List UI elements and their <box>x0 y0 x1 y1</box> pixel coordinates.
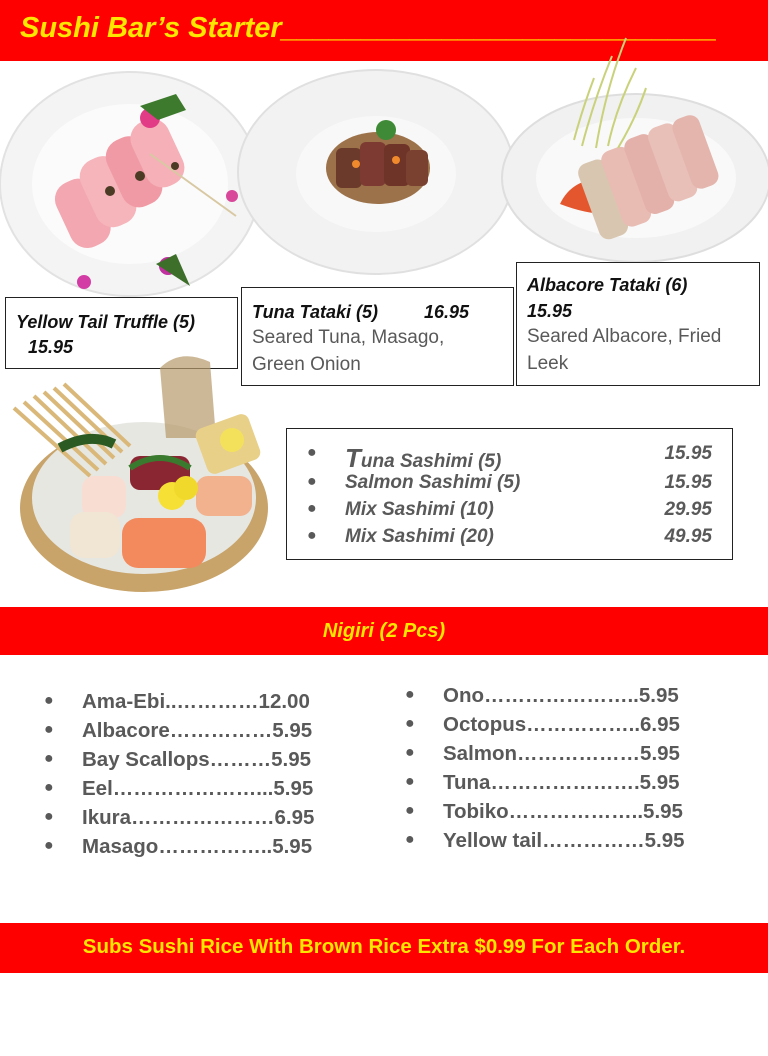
sashimi-price-list <box>286 428 733 560</box>
sashimi-name: Mix Sashimi (20) <box>345 526 494 547</box>
bullet-icon: ● <box>405 802 415 819</box>
bullet-icon: ● <box>44 750 54 767</box>
starter-price: 15.95 <box>28 337 74 357</box>
starter-price: 15.95 <box>527 301 573 321</box>
bullet-icon: ● <box>44 837 54 854</box>
bullet-icon: ● <box>307 444 317 461</box>
bullet-icon: ● <box>405 831 415 848</box>
nigiri-entry: Eel…………………...5.95 <box>82 777 314 800</box>
page-title: Sushi Bar’s Starter___________________________ <box>20 12 718 44</box>
yellow-tail-truffle-photo <box>0 66 266 298</box>
list-item <box>287 499 732 526</box>
nigiri-entry: Tobiko………………..5.95 <box>443 800 683 823</box>
bullet-icon: ● <box>307 500 317 517</box>
sashimi-price: 49.95 <box>664 526 712 547</box>
sashimi-price: 29.95 <box>664 499 712 520</box>
bullet-icon: ● <box>405 773 415 790</box>
nigiri-title: Nigiri (2 Pcs) <box>322 620 446 642</box>
sashimi-platter-photo <box>10 348 282 594</box>
nigiri-entry: Masago……………..5.95 <box>82 835 313 858</box>
nigiri-entry: Salmon………………5.95 <box>443 742 680 765</box>
nigiri-entry: Octopus……………..6.95 <box>443 713 680 736</box>
bullet-icon: ● <box>44 779 54 796</box>
starter-description: Seared Albacore, Fried Leek <box>527 326 722 374</box>
nigiri-entry: Tuna………………….5.95 <box>443 771 680 794</box>
starter-card-albacore-tataki <box>516 262 760 386</box>
nigiri-entry: Ono…………………..5.95 <box>443 684 679 707</box>
tuna-tataki-photo <box>236 64 518 290</box>
bullet-icon: ● <box>44 721 54 738</box>
bullet-icon: ● <box>405 715 415 732</box>
nigiri-banner <box>0 607 768 655</box>
nigiri-entry: Bay Scallops………5.95 <box>82 748 312 771</box>
bullet-icon: ● <box>44 808 54 825</box>
starter-description: Seared Tuna, Masago, Green Onion <box>252 327 445 375</box>
bullet-icon: ● <box>307 527 317 544</box>
albacore-tataki-photo <box>486 28 768 268</box>
list-item <box>287 443 732 473</box>
nigiri-entry: Yellow tail……………5.95 <box>443 829 685 852</box>
sashimi-name: Salmon Sashimi (5) <box>345 472 521 493</box>
nigiri-entry: Albacore……………5.95 <box>82 719 313 742</box>
nigiri-entry: Ama-Ebi..…………12.00 <box>82 690 310 713</box>
bullet-icon: ● <box>405 744 415 761</box>
bullet-icon: ● <box>405 686 415 703</box>
bullet-icon: ● <box>307 473 317 490</box>
sashimi-name: Tuna Sashimi (5) <box>345 443 502 473</box>
starter-price: 16.95 <box>424 302 470 322</box>
sashimi-name: Mix Sashimi (10) <box>345 499 494 520</box>
list-item <box>287 526 732 553</box>
bullet-icon: ● <box>44 692 54 709</box>
list-item <box>287 472 732 499</box>
starter-name: Tuna Tataki (5) <box>252 302 379 322</box>
starter-name: Albacore Tataki (6) <box>527 275 688 295</box>
starter-name: Yellow Tail Truffle (5) <box>16 312 196 332</box>
footer-banner <box>0 923 768 973</box>
brown-rice-note: Subs Sushi Rice With Brown Rice Extra $0.99 For Each Order. <box>82 935 686 958</box>
nigiri-entry: Ikura…………………6.95 <box>82 806 315 829</box>
sashimi-price: 15.95 <box>664 472 712 493</box>
sashimi-price: 15.95 <box>664 443 712 464</box>
